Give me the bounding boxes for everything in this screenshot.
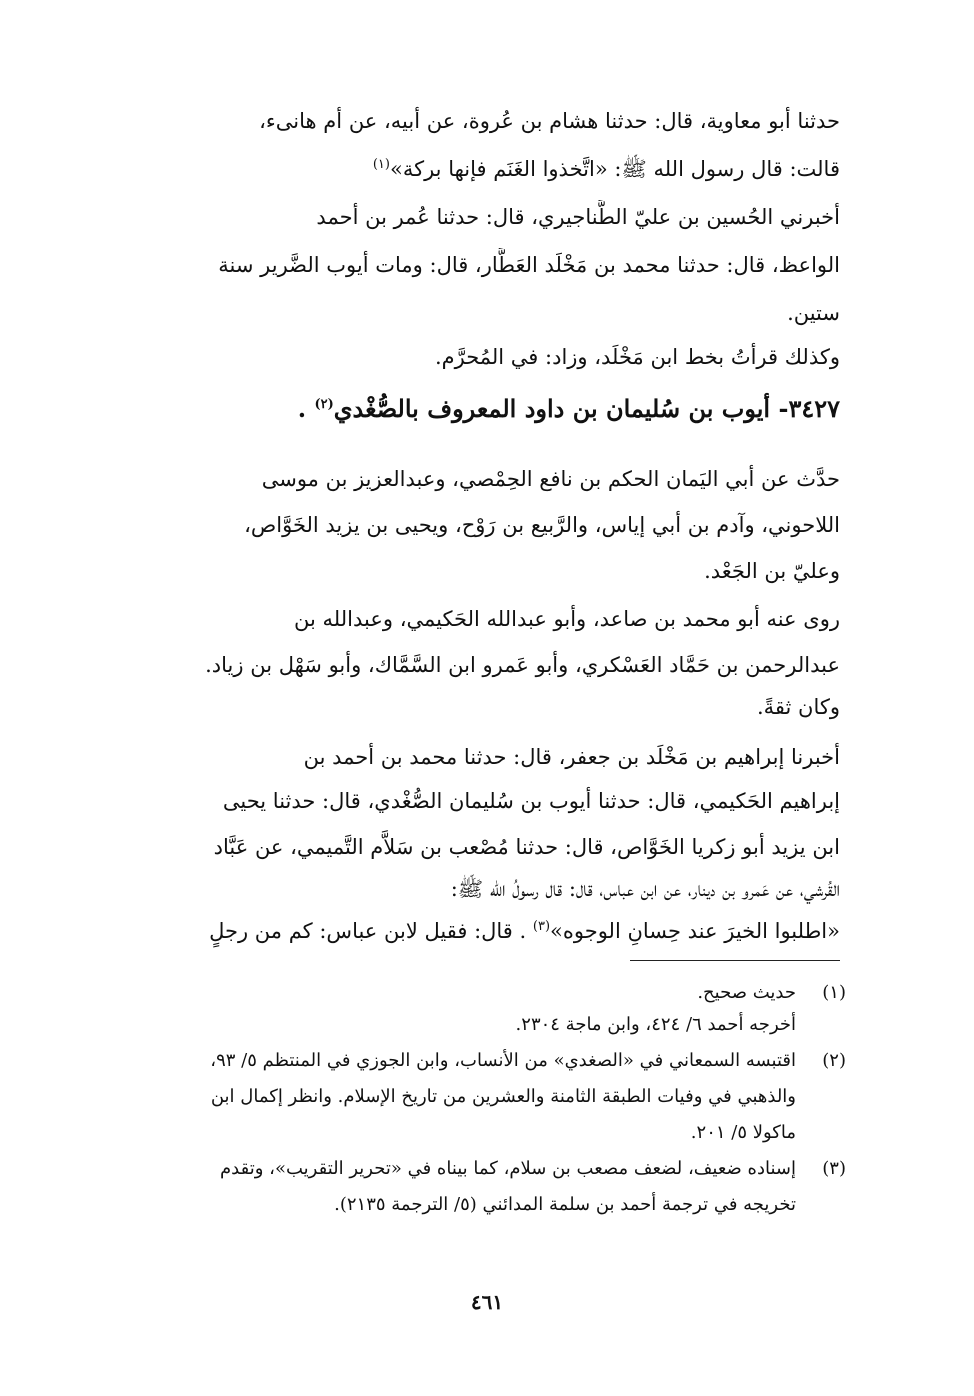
body-line-10 bbox=[134, 602, 840, 636]
entry-heading bbox=[160, 392, 840, 426]
body-line-3 bbox=[134, 200, 840, 234]
body-line-9 bbox=[134, 554, 840, 588]
body-text: القُرشي، عن عَمرو بن دينار، عن ابن عباس، قال: قال رسولُ الله ﷺ: bbox=[450, 877, 840, 901]
footnote-text: إسناده ضعيف، لضعف مصعب بن سلام، كما بيناه في «تحرير التقريب»، وتقدم bbox=[220, 1158, 796, 1179]
footnote-ref-1: (١) bbox=[372, 157, 390, 172]
body-text: إبراهيم الحَكيمي، قال: حدثنا أيوب بن سُليمان الصُّغْدي، قال: حدثنا يحيى bbox=[222, 789, 840, 813]
footnote-number-1: (١) bbox=[822, 982, 846, 1003]
body-text: قالت: قال رسول الله ﷺ: «اتَّخذوا الغَنَم فإنها بركة» bbox=[389, 157, 840, 181]
body-line-7 bbox=[134, 462, 840, 496]
footnote-2-line-1 bbox=[134, 1046, 796, 1076]
body-text: عبدالرحمن بن حَمَّاد العَسْكري، وأبو عَمرو ابن السَّمَّاك، وأبو سَهْل بن زياد. bbox=[205, 653, 840, 677]
footnote-2-line-2 bbox=[134, 1082, 796, 1112]
body-line-4 bbox=[134, 248, 840, 282]
body-line-5 bbox=[134, 296, 840, 330]
footnote-1-line-1 bbox=[134, 978, 796, 1008]
body-text: اللاحوني، وآدم بن أبي إياس، والرَّبيع بن رَوْح، ويحيى بن يزيد الخَوَّاص، bbox=[244, 513, 840, 537]
body-text: «اطلبوا الخيرَ عند حِسانِ الوجوه» bbox=[550, 919, 840, 943]
footnote-separator bbox=[630, 960, 840, 961]
body-line-12 bbox=[134, 690, 840, 724]
body-text: ابن يزيد أبو زكريا الخَوَّاص، قال: حدثنا مُصْعب بن سَلاَّم التَّميمي، عن عَبَّاد bbox=[213, 835, 840, 859]
footnote-number-2: (٢) bbox=[822, 1050, 846, 1071]
body-text: حدثنا أبو معاوية، قال: حدثنا هشام بن عُروة، عن أبيه، عن أم هانىء، bbox=[259, 109, 840, 133]
body-line-16 bbox=[134, 872, 840, 906]
footnote-1-line-2 bbox=[134, 1010, 796, 1040]
footnote-text: حديث صحيح. bbox=[697, 982, 796, 1003]
page-number: ٤٦١ bbox=[470, 1290, 504, 1314]
body-text: روى عنه أبو محمد بن صاعد، وأبو عبدالله الحَكيمي، وعبدالله بن bbox=[294, 607, 840, 631]
body-text: الواعظ، قال: حدثنا محمد بن مَخْلَد العَطَّار، قال: ومات أيوب الضَّرير سنة bbox=[218, 253, 840, 277]
entry-number: ٣٤٢٧- bbox=[778, 394, 840, 423]
body-line-6 bbox=[134, 340, 840, 374]
body-text: . قال: فقيل لابن عباس: كم من رجلٍ bbox=[209, 919, 527, 943]
footnote-text: والذهبي في وفيات الطبقة الثامنة والعشرين من تاريخ الإسلام. وانظر إكمال ابن bbox=[210, 1086, 796, 1107]
footnote-2-line-3 bbox=[134, 1118, 796, 1148]
footnote-number-3: (٣) bbox=[822, 1158, 846, 1179]
body-text: حدَّث عن أبي اليَمان الحكم بن نافع الحِمْصي، وعبدالعزيز بن موسى bbox=[261, 467, 840, 491]
body-line-15 bbox=[134, 830, 840, 864]
body-text: وكان ثقةً. bbox=[756, 695, 840, 719]
footnote-3-line-1 bbox=[134, 1154, 796, 1184]
body-text: ستين. bbox=[787, 301, 840, 325]
body-text: وعليّ بن الجَعْد. bbox=[704, 559, 840, 583]
footnote-ref-3: (٣) bbox=[532, 919, 551, 934]
body-text: وكذلك قرأتُ بخط ابن مَخْلَد، وزاد: في المُحرَّم. bbox=[434, 345, 840, 369]
body-line-17 bbox=[134, 914, 840, 948]
heading-trailing: . bbox=[297, 394, 307, 423]
footnote-text: اقتبسه السمعاني في «الصغدي» من الأنساب، وابن الجوزي في المنتظم ٥/ ٩٣، bbox=[210, 1050, 796, 1071]
body-line-8 bbox=[134, 508, 840, 542]
body-line-1 bbox=[134, 104, 840, 138]
body-line-14 bbox=[134, 784, 840, 818]
footnote-ref-2: (٢) bbox=[314, 397, 334, 412]
footnote-text: أخرجه أحمد ٦/ ٤٢٤، وابن ماجة ٢٣٠٤. bbox=[515, 1014, 796, 1035]
body-line-2 bbox=[134, 152, 840, 186]
footnote-3-line-2 bbox=[134, 1190, 796, 1220]
body-text: أخبرنا إبراهيم بن مَخْلَد بن جعفر، قال: حدثنا محمد بن أحمد بن bbox=[303, 745, 840, 769]
footnote-text: تخريجه في ترجمة أحمد بن سلمة المدائني (٥/ الترجمة ٢١٣٥). bbox=[334, 1194, 796, 1215]
entry-title: أيوب بن سُليمان بن داود المعروف بالصُّغْدي bbox=[333, 394, 771, 423]
footnote-text: ماكولا ٥/ ٢٠١. bbox=[690, 1122, 796, 1143]
body-line-13 bbox=[134, 740, 840, 774]
body-line-11 bbox=[134, 648, 840, 682]
body-text: أخبرني الحُسين بن عليّ الطَّناجيري، قال: حدثنا عُمر بن أحمد bbox=[316, 205, 840, 229]
